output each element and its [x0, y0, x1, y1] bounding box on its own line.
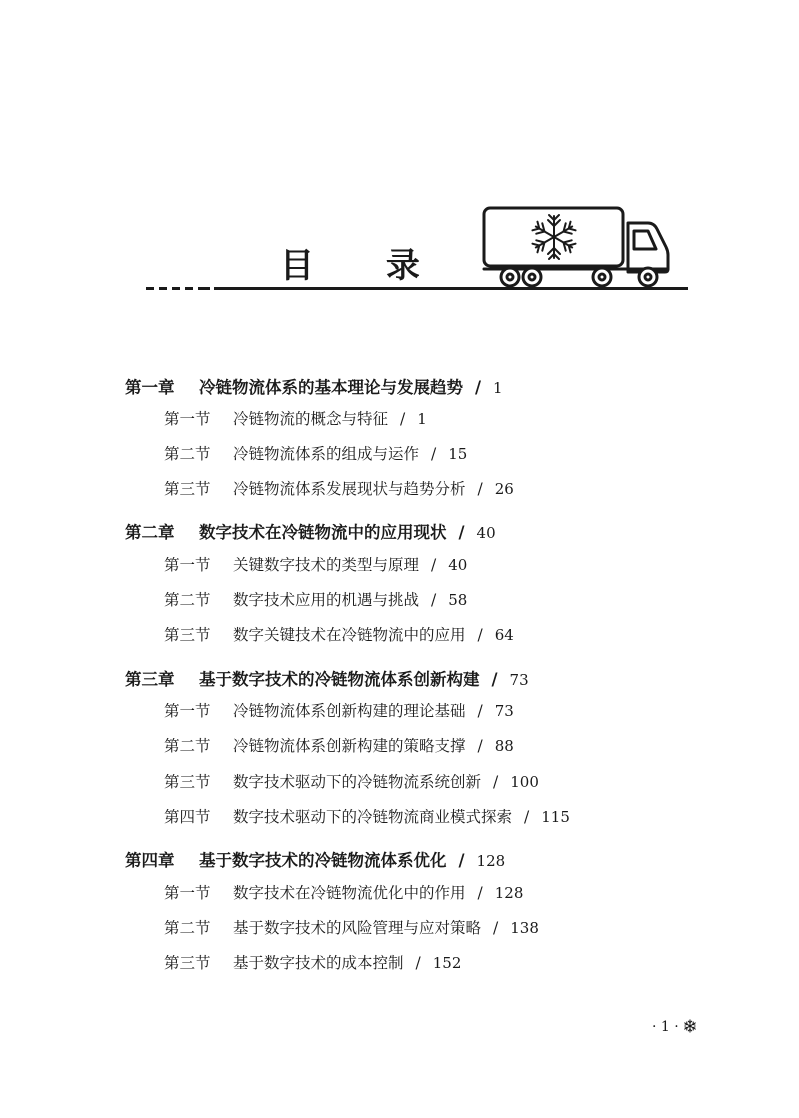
chapter-page: 73 [509, 671, 529, 689]
section-page: 40 [448, 556, 468, 574]
chapter-title: 冷链物流体系的基本理论与发展趋势 [199, 378, 463, 397]
toc-section-2-3[interactable]: 第三节 数字关键技术在冷链物流中的应用 / 64 [164, 623, 514, 647]
toc-section-1-2[interactable]: 第二节 冷链物流体系的组成与运作 / 15 [164, 442, 467, 466]
section-label: 第三节 [164, 626, 211, 644]
section-label: 第三节 [164, 954, 211, 972]
section-page: 73 [494, 702, 514, 720]
section-title: 冷链物流体系发展现状与趋势分析 [233, 480, 466, 498]
section-label: 第一节 [164, 410, 211, 428]
chapter-title: 数字技术在冷链物流中的应用现状 [199, 523, 447, 542]
chapter-page: 40 [476, 524, 496, 542]
section-label: 第一节 [164, 702, 211, 720]
toc-section-1-1[interactable]: 第一节 冷链物流的概念与特征 / 1 [164, 407, 427, 431]
section-title: 基于数字技术的风险管理与应对策略 [233, 919, 482, 937]
toc-chapter-1[interactable]: 第一章 冷链物流体系的基本理论与发展趋势 / 1 [125, 376, 503, 400]
section-label: 第二节 [164, 445, 211, 463]
section-label: 第一节 [164, 884, 211, 902]
chapter-title: 基于数字技术的冷链物流体系创新构建 [199, 670, 480, 689]
section-title: 冷链物流体系创新构建的策略支撑 [233, 737, 466, 755]
section-label: 第三节 [164, 480, 211, 498]
toc-section-4-1[interactable]: 第一节 数字技术在冷链物流优化中的作用 / 128 [164, 881, 523, 905]
section-page: 64 [494, 626, 514, 644]
section-page: 58 [448, 591, 468, 609]
chapter-title: 基于数字技术的冷链物流体系优化 [199, 851, 447, 870]
section-label: 第二节 [164, 591, 211, 609]
section-page: 138 [510, 919, 539, 937]
toc-chapter-3[interactable]: 第三章 基于数字技术的冷链物流体系创新构建 / 73 [125, 668, 529, 692]
toc-section-3-3[interactable]: 第三节 数字技术驱动下的冷链物流系统创新 / 100 [164, 770, 539, 794]
toc-section-2-2[interactable]: 第二节 数字技术应用的机遇与挑战 / 58 [164, 588, 467, 612]
page-number: · 1 · [652, 1019, 679, 1035]
section-title: 数字技术应用的机遇与挑战 [233, 591, 420, 609]
page-footer [652, 1016, 712, 1038]
section-label: 第二节 [164, 737, 211, 755]
section-title: 冷链物流体系创新构建的理论基础 [233, 702, 466, 720]
section-label: 第四节 [164, 808, 211, 826]
section-label: 第一节 [164, 556, 211, 574]
section-title: 冷链物流体系的组成与运作 [233, 445, 420, 463]
section-title: 数字技术在冷链物流优化中的作用 [233, 884, 466, 902]
toc-section-1-3[interactable]: 第三节 冷链物流体系发展现状与趋势分析 / 26 [164, 477, 514, 501]
chapter-page: 1 [493, 379, 503, 397]
chapter-page: 128 [476, 852, 506, 870]
toc-section-4-2[interactable]: 第二节 基于数字技术的风险管理与应对策略 / 138 [164, 916, 539, 940]
chapter-label: 第一章 [125, 378, 175, 397]
section-page: 88 [494, 737, 514, 755]
section-title: 数字关键技术在冷链物流中的应用 [233, 626, 466, 644]
section-label: 第三节 [164, 773, 211, 791]
toc-section-3-2[interactable]: 第二节 冷链物流体系创新构建的策略支撑 / 88 [164, 734, 514, 758]
section-page: 100 [510, 773, 539, 791]
toc-chapter-2[interactable]: 第二章 数字技术在冷链物流中的应用现状 / 40 [125, 521, 496, 545]
section-page: 26 [494, 480, 514, 498]
section-page: 115 [541, 808, 570, 826]
toc-section-2-1[interactable]: 第一节 关键数字技术的类型与原理 / 40 [164, 553, 467, 577]
section-page: 152 [432, 954, 462, 972]
section-page: 128 [494, 884, 524, 902]
section-page: 1 [417, 410, 427, 428]
chapter-label: 第三章 [125, 670, 175, 689]
section-page: 15 [448, 445, 468, 463]
snowflake-icon [683, 1019, 697, 1033]
chapter-label: 第二章 [125, 523, 175, 542]
section-title: 数字技术驱动下的冷链物流商业模式探索 [233, 808, 513, 826]
chapter-label: 第四章 [125, 851, 175, 870]
section-label: 第二节 [164, 919, 211, 937]
page-title: 目 录 [280, 246, 450, 286]
toc-section-3-1[interactable]: 第一节 冷链物流体系创新构建的理论基础 / 73 [164, 699, 514, 723]
section-title: 关键数字技术的类型与原理 [233, 556, 420, 574]
toc-section-3-4[interactable]: 第四节 数字技术驱动下的冷链物流商业模式探索 / 115 [164, 805, 570, 829]
toc-section-4-3[interactable]: 第三节 基于数字技术的成本控制 / 152 [164, 951, 461, 975]
section-title: 冷链物流的概念与特征 [233, 410, 389, 428]
toc-chapter-4[interactable]: 第四章 基于数字技术的冷链物流体系优化 / 128 [125, 849, 505, 873]
section-title: 基于数字技术的成本控制 [233, 954, 404, 972]
section-title: 数字技术驱动下的冷链物流系统创新 [233, 773, 482, 791]
